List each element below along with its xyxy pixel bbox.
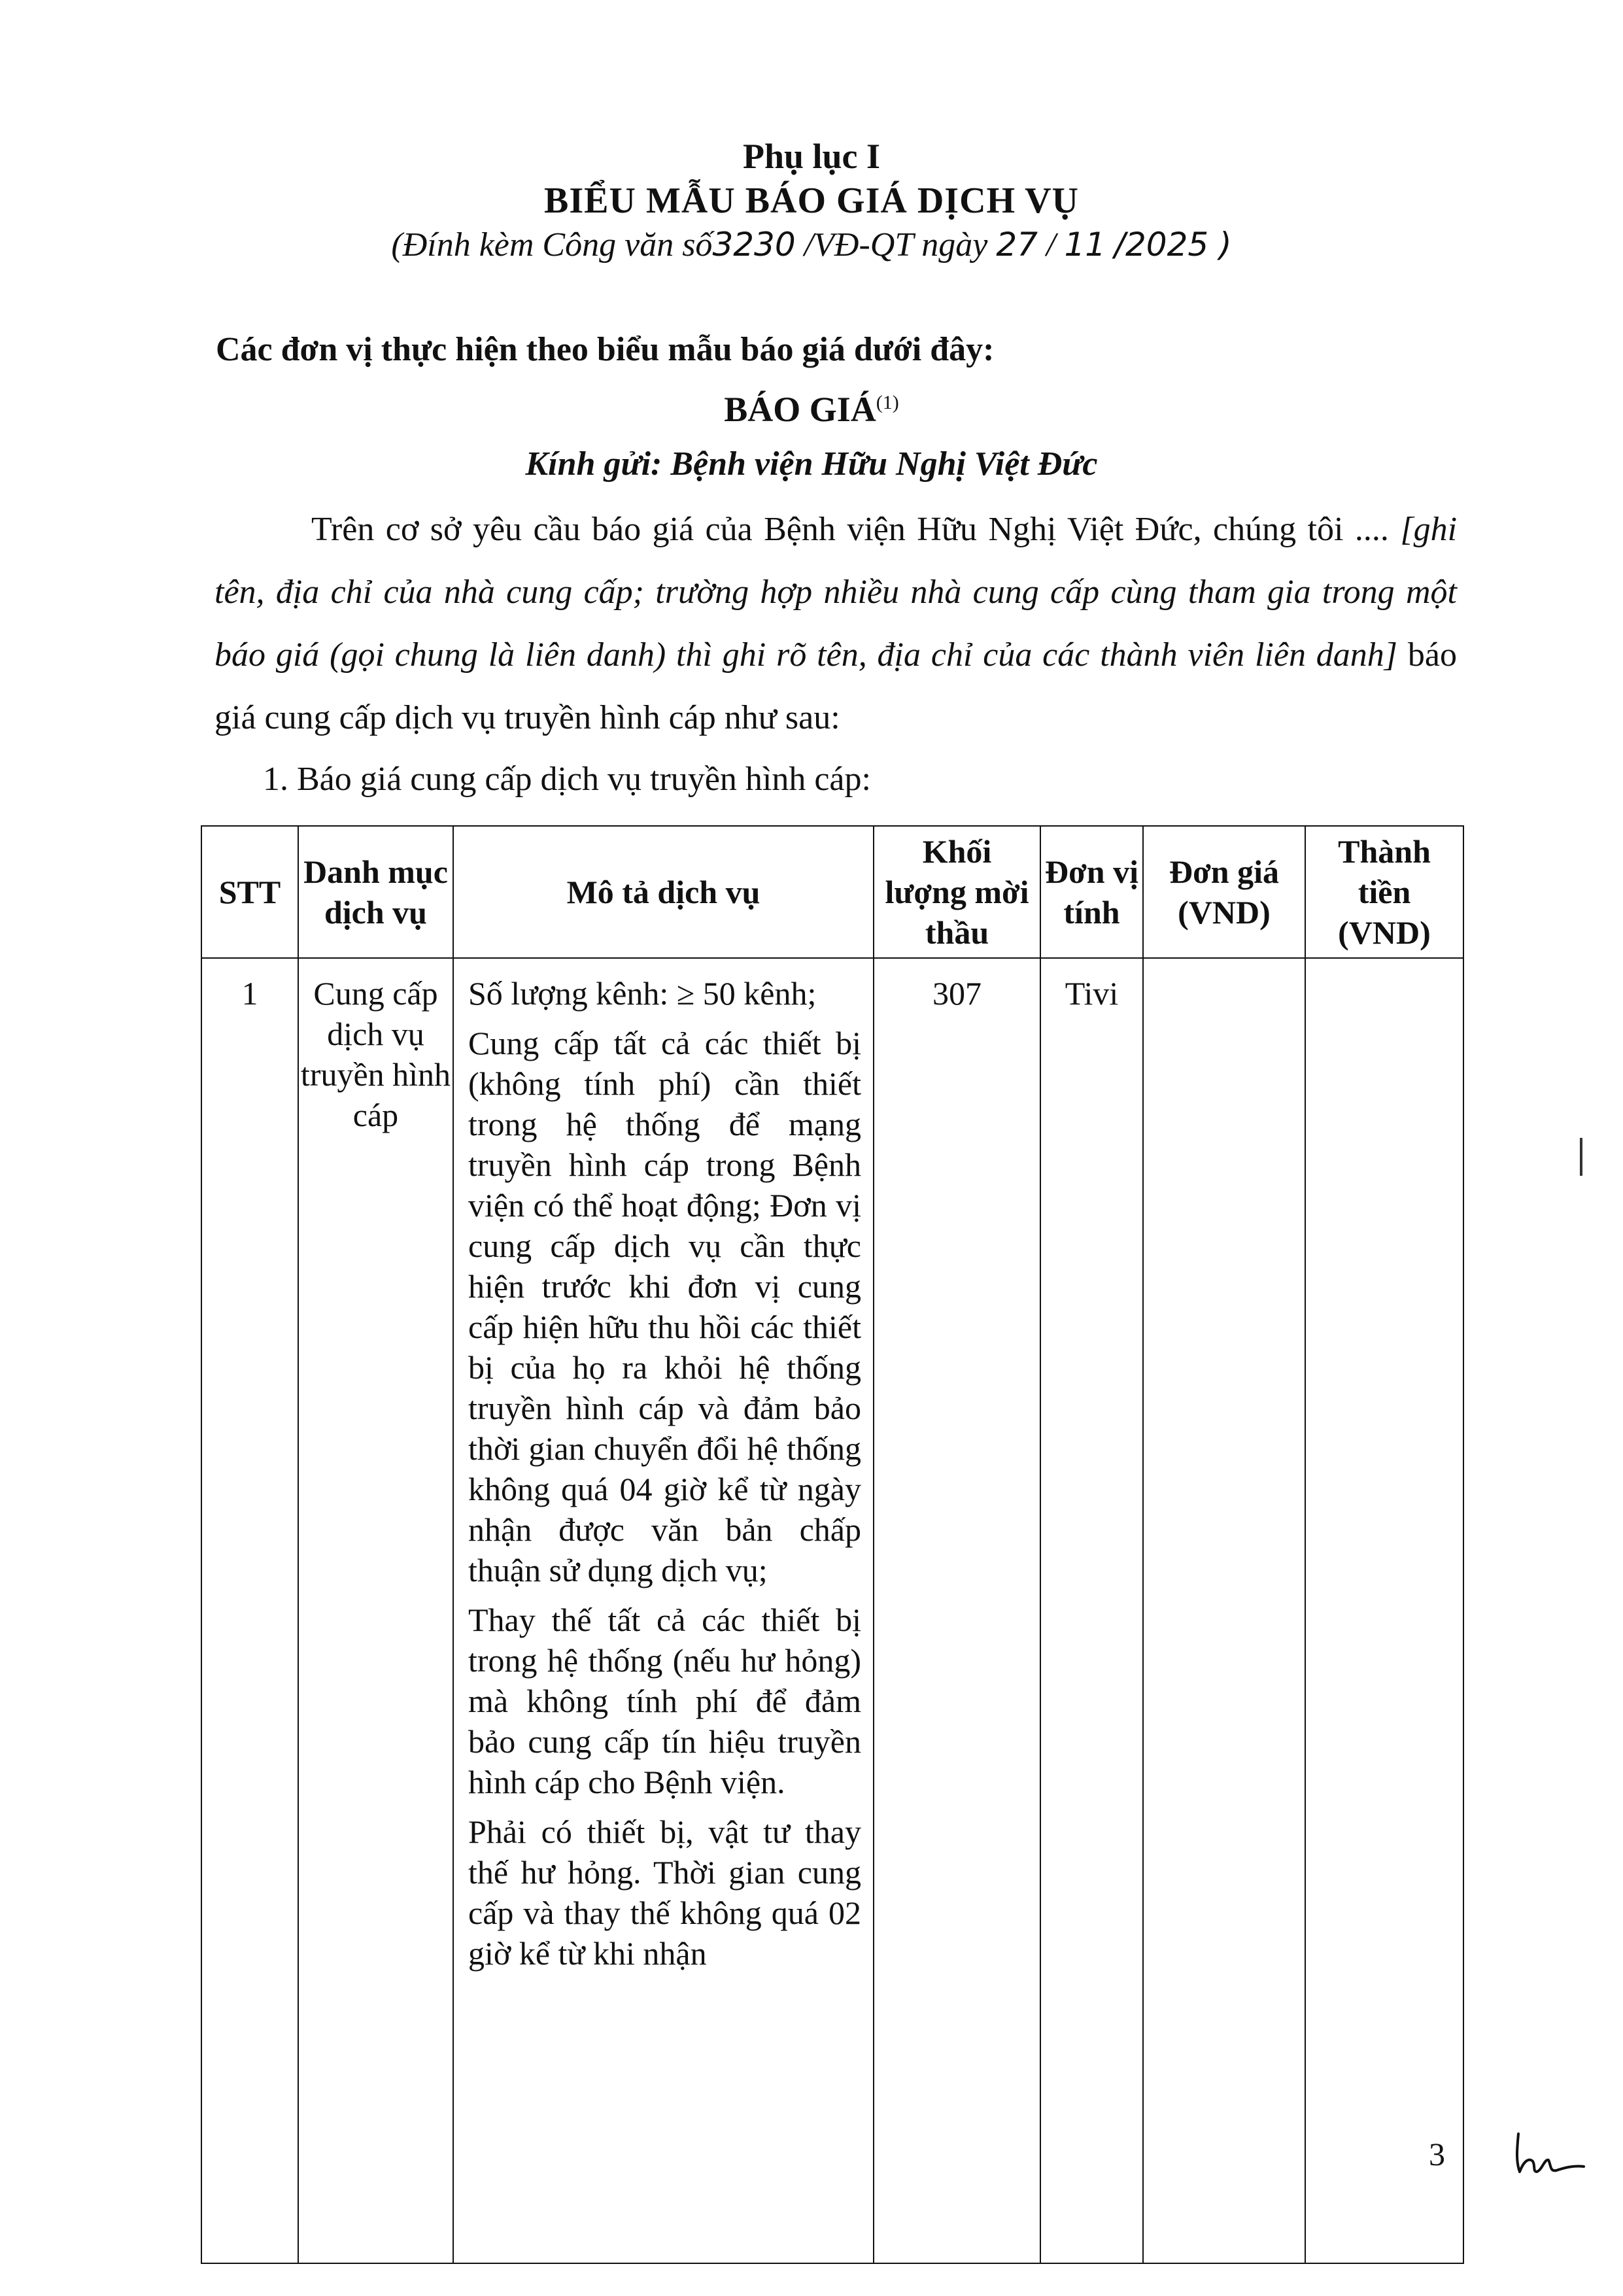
desc-spare-parts: Phải có thiết bị, vật tư thay thế hư hỏng. Thời gian cung cấp và thay thế không quá 02 giờ kể từ khi nhận <box>468 1813 861 1972</box>
intro-paragraph <box>214 498 1457 749</box>
quote-title <box>0 389 1623 430</box>
quote-table <box>201 825 1464 2264</box>
attachment-mid: /VĐ-QT ngày <box>804 226 988 264</box>
intro-instruction: Các đơn vị thực hiện theo biểu mẫu báo giá dưới đây: <box>216 331 995 368</box>
cell-quantity: 307 <box>874 958 1040 2263</box>
header-unit: Đơn vị tính <box>1040 826 1143 958</box>
desc-replacement: Thay thế tất cả các thiết bị trong hệ thống (nếu hư hỏng) mà không tính phí để đảm bảo cung cấp tín hiệu truyền hình cáp cho Bệnh viện. <box>468 1602 861 1800</box>
scan-mark <box>1580 1138 1582 1176</box>
form-title: BIỂU MẪU BÁO GIÁ DỊCH VỤ <box>544 180 1079 221</box>
desc-equipment: Cung cấp tất cả các thiết bị (không tính phí) cần thiết trong hệ thống để mạng truyền hình cáp trong Bệnh viện có thể hoạt động; Đơn vị cung cấp dịch vụ cần thực hiện trước khi đơn vị cung cấp hiện hữu thu hồi các thiết bị của họ ra khỏi hệ thống truyền hình cáp và đảm bảo thời gian chuyển đổi hệ thống không quá 04 giờ kể từ ngày nhận được văn bản chấp thuận sử dụng dịch vụ; <box>468 1025 861 1588</box>
appendix-label: Phụ lục I <box>742 137 881 176</box>
quote-title-text: BÁO GIÁ <box>724 390 876 429</box>
table-header-row <box>201 826 1463 958</box>
cell-stt: 1 <box>201 958 298 2263</box>
cell-unit-price <box>1143 958 1305 2263</box>
cell-unit: Tivi <box>1040 958 1143 2263</box>
footnote-marker: (1) <box>876 392 899 413</box>
handwritten-day: 27 <box>996 226 1038 264</box>
header-stt: STT <box>201 826 298 958</box>
header-quantity: Khối lượng mời thầu <box>874 826 1040 958</box>
cell-description <box>453 958 874 2263</box>
header-description: Mô tả dịch vụ <box>453 826 874 958</box>
paragraph-tail: báo giá cung cấp dịch vụ truyền hình cáp như sau: <box>214 636 1457 736</box>
cell-category: Cung cấp dịch vụ truyền hình cáp <box>298 958 453 2263</box>
handwritten-month: 11 <box>1064 226 1106 264</box>
attachment-note <box>0 226 1623 264</box>
paragraph-italic-placeholder: [ghi tên, địa chỉ của nhà cung cấp; trường hợp nhiều nhà cung cấp cùng tham gia trong một báo giá (gọi chung là liên danh) thì ghi rõ tên, địa chỉ của các thành viên liên danh] <box>214 511 1458 674</box>
table-row <box>201 958 1463 2263</box>
desc-channels: Số lượng kênh: ≥ 50 kênh; <box>468 975 817 1012</box>
attachment-prefix: (Đính kèm Công văn số <box>391 226 713 264</box>
page-number: 3 <box>1429 2136 1445 2172</box>
paragraph-lead: Trên cơ sở yêu cầu báo giá của Bệnh viện Hữu Nghị Việt Đức, chúng tôi .... <box>311 511 1389 548</box>
section-heading: 1. Báo giá cung cấp dịch vụ truyền hình cáp: <box>263 761 871 798</box>
cell-total <box>1305 958 1463 2263</box>
date-slash: / <box>1046 226 1056 264</box>
header-category: Danh mục dịch vụ <box>298 826 453 958</box>
handwritten-doc-number: 3230 <box>712 226 796 264</box>
recipient-line: Kính gửi: Bệnh viện Hữu Nghị Việt Đức <box>525 445 1098 483</box>
handwritten-year: /2025 ) <box>1114 226 1232 264</box>
header-unit-price: Đơn giá (VND) <box>1143 826 1305 958</box>
header-total: Thành tiền (VND) <box>1305 826 1463 958</box>
handwritten-initials <box>1511 2129 1589 2181</box>
